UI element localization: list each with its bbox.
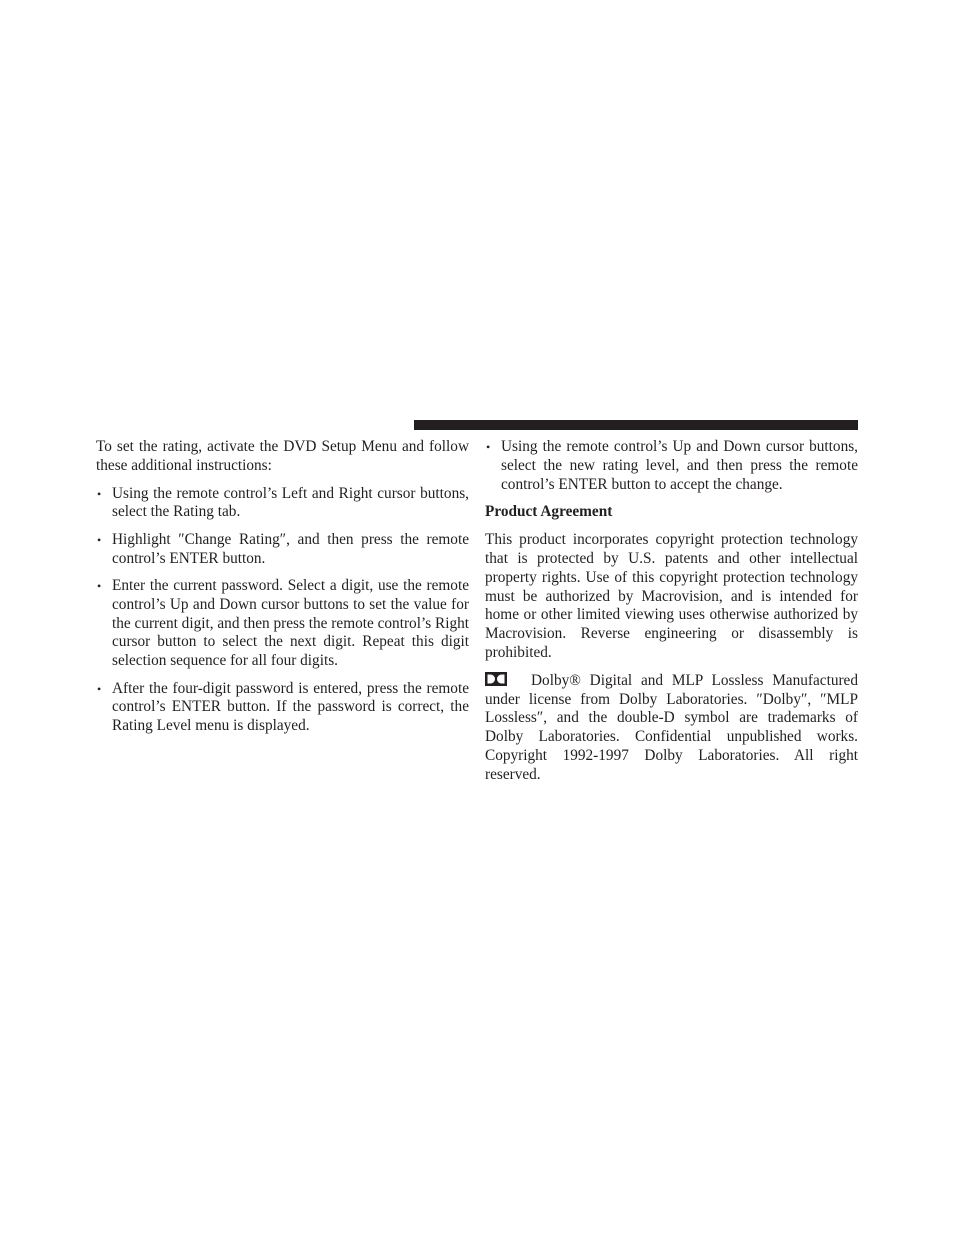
left-column [96, 438, 469, 745]
list-item-text: Using the remote control’s Left and Right cursor buttons, select the Rating tab. [112, 484, 469, 521]
header-rule-bar [414, 420, 858, 430]
section-heading: Product Agreement [485, 503, 613, 521]
bullet-icon: • [97, 578, 102, 593]
bullet-icon: • [97, 681, 102, 696]
list-item [485, 438, 858, 494]
right-column [485, 438, 858, 785]
bullet-icon: • [486, 440, 491, 454]
list-item-text: Enter the current password. Select a digit, use the remote control’s Up and Down cursor buttons to set the value for the current digit, and then press the remote control’s Right cursor button to select the next digit. Repeat this digit selection sequence for all four digits. [112, 576, 469, 670]
list-item-text: After the four-digit password is entered, press the remote control’s ENTER button. If the password is correct, the Rating Level menu is displayed. [112, 679, 469, 735]
list-item [96, 680, 469, 736]
list-item-text: Using the remote control’s Up and Down cursor buttons, select the new rating level, and then press the remote control’s ENTER button to accept the change. [501, 438, 858, 493]
intro-paragraph: To set the rating, activate the DVD Setup Menu and follow these additional instructions: [96, 438, 469, 474]
dolby-double-d-icon [485, 672, 507, 686]
dolby-text: Dolby® Digital and MLP Lossless Manufactured under license from Dolby Laboratories. ″Dolby″, ″MLP Lossless″, and the double-D symbol are trademarks of Dolby Laboratories. Confidential unpublished works. Copyright 1992-1997 Dolby Laboratories. All right reserved. [485, 671, 858, 783]
instruction-list [96, 485, 469, 736]
dolby-paragraph [485, 672, 858, 785]
agreement-paragraph: This product incorporates copyright protection technology that is protected by U.S. patents and other intellectual property rights. Use of this copyright protection technology must be authorized by Macrovision, and is intended for home or other limited viewing uses otherwise authorized by Macrovision. Reverse engineering or disassembly is prohibited. [485, 531, 858, 661]
list-item-text: Highlight ″Change Rating″, and then press the remote control’s ENTER button. [112, 530, 469, 567]
bullet-icon: • [97, 532, 102, 547]
instruction-list-continued [485, 438, 858, 494]
list-item [96, 577, 469, 671]
bullet-icon: • [97, 486, 102, 501]
list-item [96, 485, 469, 523]
list-item [96, 531, 469, 569]
